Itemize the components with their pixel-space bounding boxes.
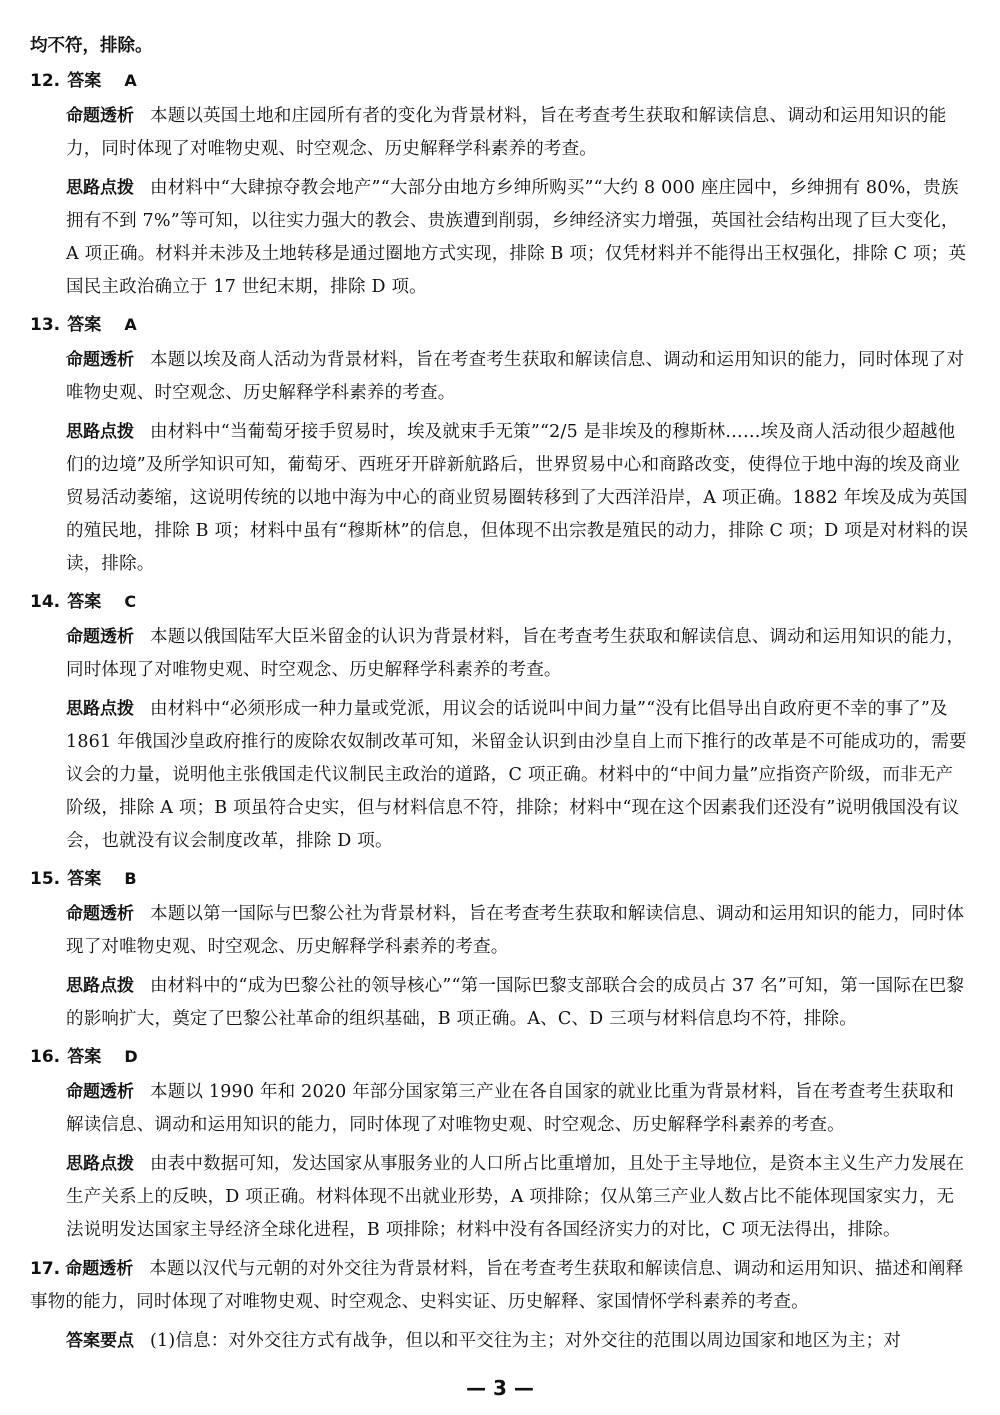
analysis-label: 思路点拨 bbox=[66, 976, 134, 996]
answer-value: C bbox=[124, 592, 137, 611]
page-number: — 3 — bbox=[466, 1376, 534, 1400]
intent-label: 命题透析 bbox=[65, 1259, 134, 1279]
answer-heading bbox=[30, 864, 970, 894]
intent-label: 命题透析 bbox=[66, 1082, 134, 1102]
intent-text: 本题以 1990 年和 2020 年部分国家第三产业在各自国家的就业比重为背景材料，旨在考查考生获取和解读信息、调动和运用知识的能力，同时体现了对唯物史观、时空观念、历史解释学科素养的考查。 bbox=[66, 1082, 955, 1135]
analysis-paragraph bbox=[30, 416, 970, 581]
answer-heading bbox=[30, 587, 970, 617]
answer-label: 答案 bbox=[67, 592, 102, 612]
analysis-label: 思路点拨 bbox=[66, 422, 134, 442]
intent-paragraph bbox=[30, 344, 970, 410]
question-number: 12. bbox=[30, 71, 61, 91]
question-number: 17. bbox=[30, 1259, 61, 1279]
intent-label: 命题透析 bbox=[66, 627, 134, 647]
key-points-text: (1)信息：对外交往方式有战争，但以和平交往为主；对外交往的范围以周边国家和地区为主；对 bbox=[150, 1331, 902, 1351]
analysis-text: 由表中数据可知，发达国家从事服务业的人口所占比重增加，且处于主导地位，是资本主义生产力发展在生产关系上的反映，D 项正确。材料体现不出就业形势，A 项排除；仅从第三产业人数占比不能体现国家实力，无法说明发达国家主导经济全球化进程，B 项排除；材料中没有各国经济实力的对比，C 项无法得出，排除。 bbox=[66, 1154, 965, 1240]
answer-value: A bbox=[124, 71, 137, 90]
document-body bbox=[30, 32, 970, 1364]
question-number: 13. bbox=[30, 315, 61, 335]
question-15 bbox=[30, 864, 970, 1036]
question-16 bbox=[30, 1042, 970, 1247]
continuation-text: 均不符，排除。 bbox=[30, 36, 153, 56]
intent-label: 命题透析 bbox=[66, 106, 134, 126]
intent-paragraph bbox=[30, 100, 970, 166]
answer-label: 答案 bbox=[67, 71, 102, 91]
answer-label: 答案 bbox=[67, 315, 102, 335]
analysis-text: 由材料中“必须形成一种力量或党派，用议会的话说叫中间力量”“没有比倡导出自政府更不幸的事了”及 1861 年俄国沙皇政府推行的废除农奴制改革可知，米留金认识到由沙皇自上而下推行的改革是不可能成功的，需要议会的力量，说明他主张俄国走代议制民主政治的道路，C 项正确。材料中的“中间力量”应指资产阶级，而非无产阶级，排除 A 项；B 项虽符合史实，但与材料信息不符，排除；材料中“现在这个因素我们还没有”说明俄国没有议会，也就没有议会制度改革，排除 D 项。 bbox=[66, 699, 967, 851]
answer-heading bbox=[30, 310, 970, 340]
analysis-paragraph bbox=[30, 693, 970, 858]
answer-value: A bbox=[124, 315, 137, 334]
answer-heading bbox=[30, 66, 970, 96]
intent-paragraph bbox=[30, 1253, 970, 1319]
analysis-paragraph bbox=[30, 172, 970, 304]
question-13 bbox=[30, 310, 970, 581]
answer-label: 答案 bbox=[67, 1047, 102, 1067]
answer-label: 答案 bbox=[67, 869, 102, 889]
question-17 bbox=[30, 1253, 970, 1358]
analysis-label: 思路点拨 bbox=[66, 1154, 134, 1174]
analysis-text: 由材料中“大肆掠夺教会地产”“大部分由地方乡绅所购买”“大约 8 000 座庄园中，乡绅拥有 80%，贵族拥有不到 7%”等可知，以往实力强大的教会、贵族遭到削弱，乡绅经济实力增强，英国社会结构出现了巨大变化，A 项正确。材料并未涉及土地转移是通过圈地方式实现，排除 B 项；仅凭材料并不能得出王权强化，排除 C 项；英国民主政治确立于 17 世纪末期，排除 D 项。 bbox=[66, 178, 967, 297]
question-12 bbox=[30, 66, 970, 304]
analysis-paragraph bbox=[30, 970, 970, 1036]
analysis-label: 思路点拨 bbox=[66, 699, 134, 719]
intent-text: 本题以汉代与元朝的对外交往为背景材料，旨在考查考生获取和解读信息、调动和运用知识、描述和阐释事物的能力，同时体现了对唯物史观、时空观念、史料实证、历史解释、家国情怀学科素养的考查。 bbox=[30, 1259, 964, 1312]
intent-label: 命题透析 bbox=[66, 350, 134, 370]
analysis-text: 由材料中的“成为巴黎公社的领导核心”“第一国际巴黎支部联合会的成员占 37 名”可知，第一国际在巴黎的影响扩大，奠定了巴黎公社革命的组织基础，B 项正确。A、C、D 三项与材料信息均不符，排除。 bbox=[66, 976, 965, 1029]
intent-text: 本题以英国土地和庄园所有者的变化为背景材料，旨在考查考生获取和解读信息、调动和运用知识的能力，同时体现了对唯物史观、时空观念、历史解释学科素养的考查。 bbox=[66, 106, 947, 159]
answer-value: B bbox=[124, 869, 137, 888]
answer-heading bbox=[30, 1042, 970, 1072]
intent-paragraph bbox=[30, 1076, 970, 1142]
analysis-paragraph bbox=[30, 1148, 970, 1247]
key-points-paragraph bbox=[30, 1325, 970, 1358]
analysis-label: 思路点拨 bbox=[66, 178, 134, 198]
question-14 bbox=[30, 587, 970, 858]
intent-text: 本题以第一国际与巴黎公社为背景材料，旨在考查考生获取和解读信息、调动和运用知识的能力，同时体现了对唯物史观、时空观念、历史解释学科素养的考查。 bbox=[66, 904, 965, 957]
answer-value: D bbox=[124, 1047, 138, 1066]
question-number: 15. bbox=[30, 869, 61, 889]
key-points-label: 答案要点 bbox=[66, 1331, 134, 1351]
intent-text: 本题以俄国陆军大臣米留金的认识为背景材料，旨在考查考生获取和解读信息、调动和运用知识的能力，同时体现了对唯物史观、时空观念、历史解释学科素养的考查。 bbox=[66, 627, 965, 680]
analysis-text: 由材料中“当葡萄牙接手贸易时，埃及就束手无策”“2/5 是非埃及的穆斯林……埃及商人活动很少超越他们的边境”及所学知识可知，葡萄牙、西班牙开辟新航路后，世界贸易中心和商路改变，使得位于地中海的埃及商业贸易活动萎缩，这说明传统的以地中海为中心的商业贸易圈转移到了大西洋沿岸，A 项正确。1882 年埃及成为英国的殖民地，排除 B 项；材料中虽有“穆斯林”的信息，但体现不出宗教是殖民的动力，排除 C 项；D 项是对材料的误读，排除。 bbox=[66, 422, 969, 574]
question-number: 16. bbox=[30, 1047, 61, 1067]
question-number: 14. bbox=[30, 592, 61, 612]
intent-paragraph bbox=[30, 621, 970, 687]
intent-text: 本题以埃及商人活动为背景材料，旨在考查考生获取和解读信息、调动和运用知识的能力，同时体现了对唯物史观、时空观念、历史解释学科素养的考查。 bbox=[66, 350, 965, 403]
intent-paragraph bbox=[30, 898, 970, 964]
intent-label: 命题透析 bbox=[66, 904, 134, 924]
